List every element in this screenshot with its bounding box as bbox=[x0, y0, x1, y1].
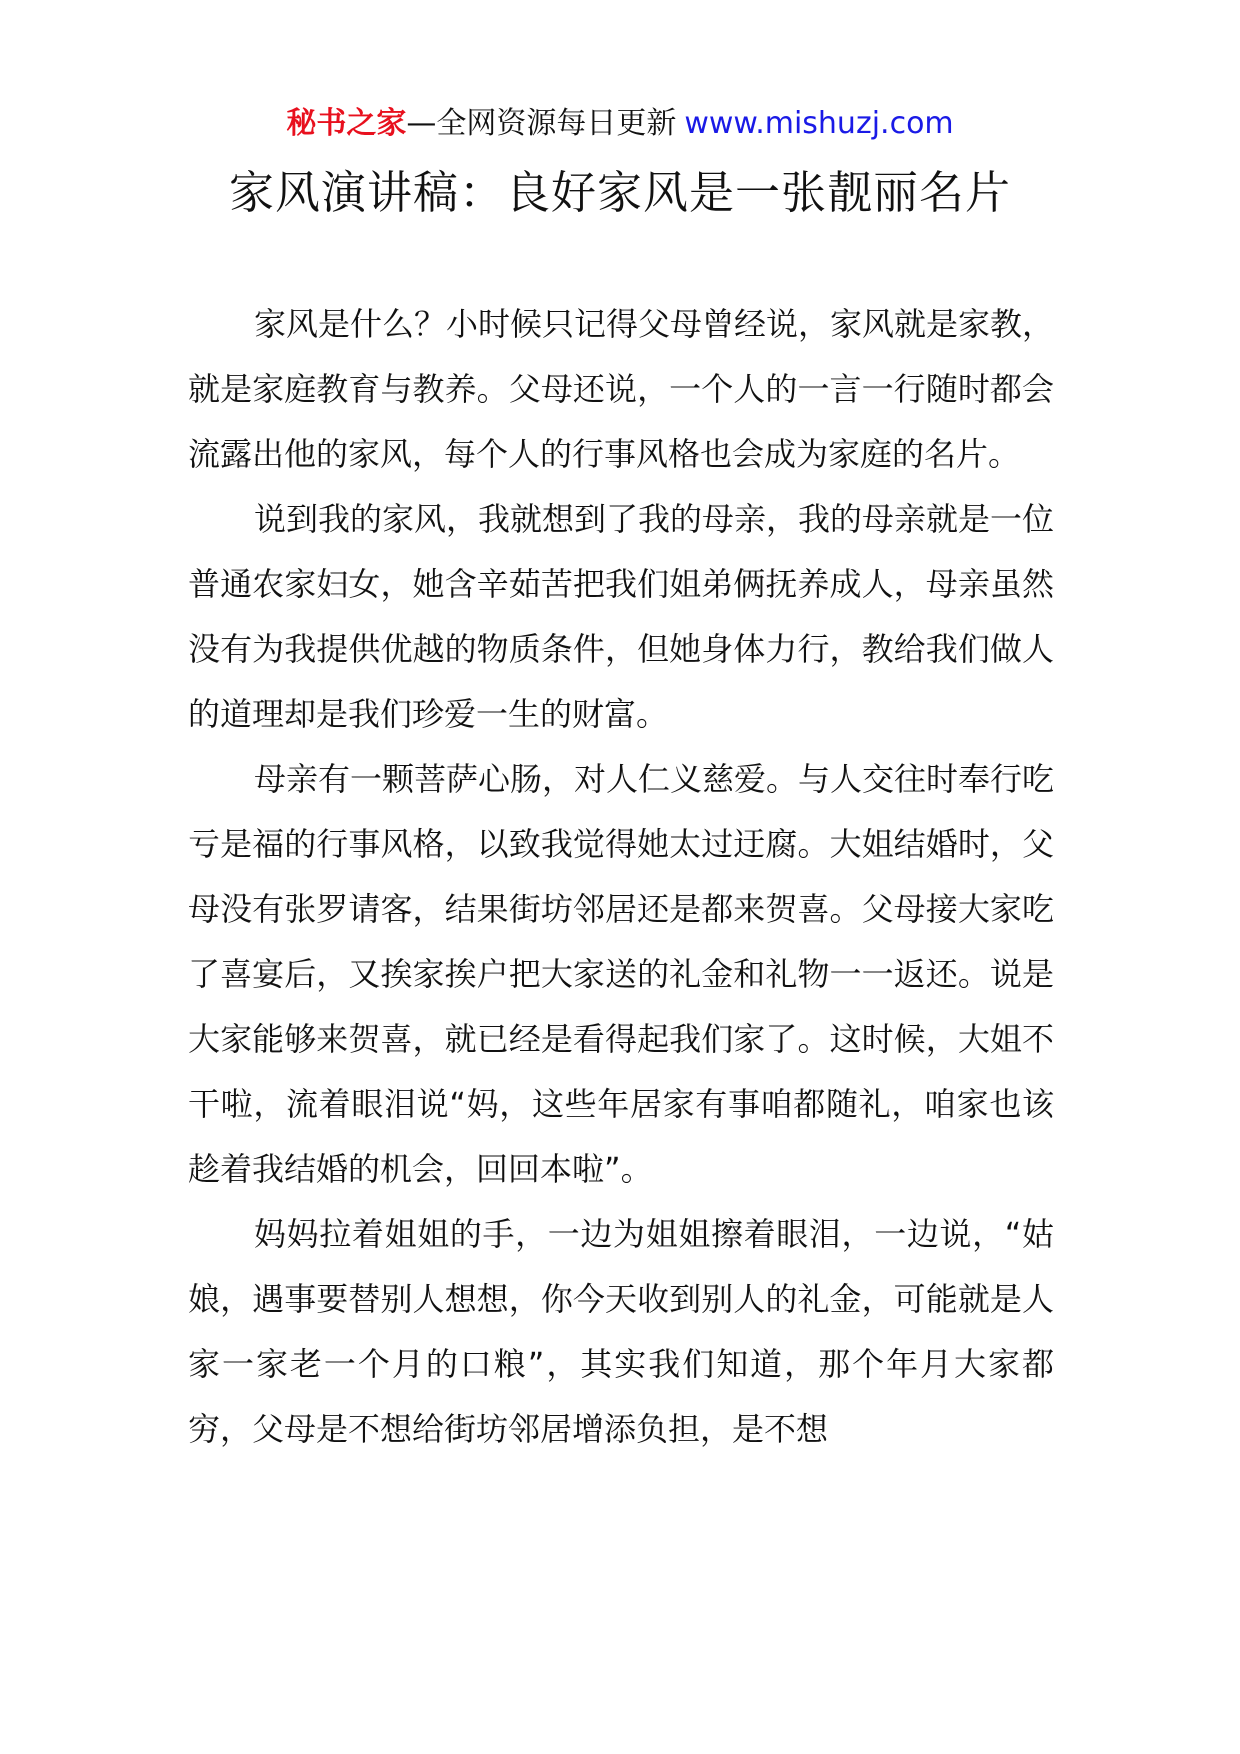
paragraph: 母亲有一颗菩萨心肠，对人仁义慈爱。与人交往时奉行吃亏是福的行事风格，以致我觉得她太过迂腐。大姐结婚时，父母没有张罗请客，结果街坊邻居还是都来贺喜。父母接大家吃了喜宴后，又挨家挨户把大家送的礼金和礼物一一返还。说是大家能够来贺喜，就已经是看得起我们家了。这时候，大姐不干啦，流着眼泪说“妈，这些年居家有事咱都随礼，咱家也该趁着我结婚的机会，回回本啦”。 bbox=[188, 760, 1055, 1188]
document-body bbox=[188, 292, 1054, 1462]
paragraph: 家风是什么？小时候只记得父母曾经说，家风就是家教，就是家庭教育与教养。父母还说，一个人的一言一行随时都会流露出他的家风，每个人的行事风格也会成为家庭的名片。 bbox=[188, 305, 1055, 473]
brand-name: 秘书之家 bbox=[286, 106, 407, 141]
site-tagline: —全网资源每日更新 bbox=[406, 106, 677, 141]
site-header bbox=[0, 102, 1240, 146]
paragraph: 说到我的家风，我就想到了我的母亲，我的母亲就是一位普通农家妇女，她含辛茹苦把我们姐弟俩抚养成人，母亲虽然没有为我提供优越的物质条件，但她身体力行，教给我们做人的道理却是我们珍爱一生的财富。 bbox=[188, 500, 1055, 733]
site-url-link[interactable]: www.mishuzj.com bbox=[684, 106, 954, 141]
document-title: 家风演讲稿：良好家风是一张靓丽名片 bbox=[228, 166, 1011, 219]
paragraph: 妈妈拉着姐姐的手，一边为姐姐擦着眼泪，一边说，“姑娘，遇事要替别人想想，你今天收到别人的礼金，可能就是人家一家老一个月的口粮”，其实我们知道，那个年月大家都穷，父母是不想给街坊邻居增添负担，是不想 bbox=[188, 1215, 1054, 1448]
